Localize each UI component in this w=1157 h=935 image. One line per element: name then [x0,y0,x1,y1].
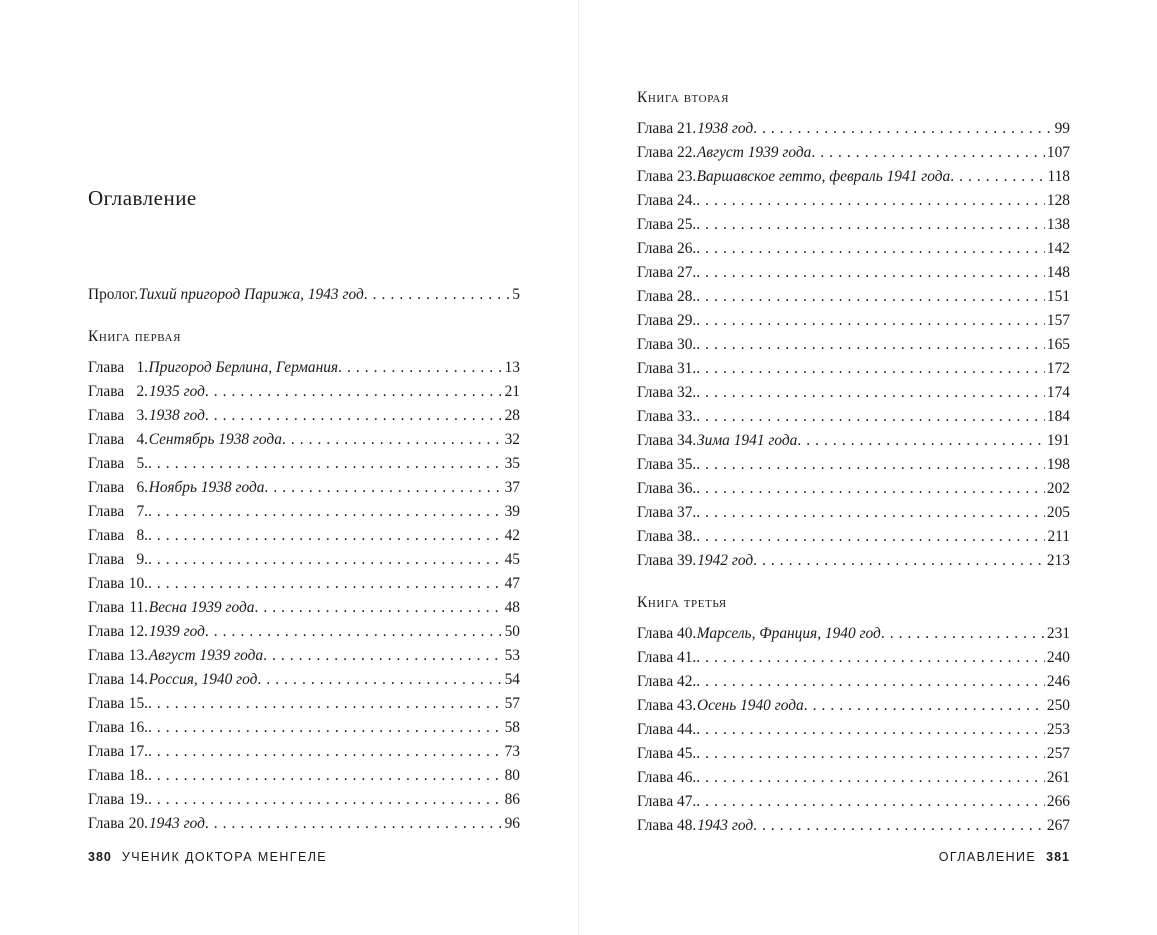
chapter-label: Глава [637,144,674,161]
chapter-page: 191 [1046,432,1070,449]
toc-entry[interactable] [637,261,1070,285]
chapter-number: 24. [677,192,697,209]
dot-leader [696,766,1045,790]
chapter-title: 1939 год [148,623,205,640]
chapter-label: Глава [88,431,125,448]
chapter-number: 34. [677,432,697,449]
chapter-number: 43. [677,697,697,714]
chapter-page: 13 [504,359,520,376]
chapter-number: 48. [677,817,697,834]
chapter-label: Глава [637,432,674,449]
dot-leader [696,477,1045,501]
chapter-page: 151 [1046,288,1070,305]
chapter-label: Глава [88,575,125,592]
dot-leader [881,622,1045,646]
chapter-page: 107 [1046,144,1070,161]
chapter-label: Глава [88,695,125,712]
chapter-number: 1. [136,359,149,376]
chapter-label: Глава [88,359,125,376]
toc-entry[interactable] [88,740,520,764]
toc-entry[interactable] [88,668,520,692]
chapter-label: Глава [88,743,125,760]
chapter-page: 96 [504,815,520,832]
chapter-label: Глава [88,719,125,736]
dot-leader [338,356,503,380]
chapter-label: Глава [637,384,674,401]
chapter-page: 266 [1046,793,1070,810]
chapter-label: Глава [88,599,125,616]
chapter-label: Глава [637,721,674,738]
chapter-page: 48 [504,599,520,616]
chapter-label: Глава [637,673,674,690]
dot-leader [148,740,503,764]
chapter-page: 250 [1046,697,1070,714]
chapter-label: Глава [88,527,125,544]
chapter-title: 1943 год [697,817,754,834]
chapter-number: 27. [677,264,697,281]
toc-entry[interactable] [637,309,1070,333]
chapter-number: 19. [128,791,149,808]
chapter-page: 205 [1046,504,1070,521]
chapter-number: 46. [677,769,697,786]
toc-title: Оглавление [88,186,197,210]
chapter-number: 37. [677,504,697,521]
chapter-label: Глава [637,745,674,762]
dot-leader [148,788,503,812]
chapter-page: 57 [504,695,520,712]
toc-entry[interactable] [637,189,1070,213]
chapter-page: 253 [1046,721,1070,738]
chapter-label: Глава [637,480,674,497]
left-page-footer [88,847,327,867]
chapter-label: Глава [637,192,674,209]
toc-entry[interactable] [637,549,1070,573]
toc-entry[interactable] [637,501,1070,525]
chapter-page: 157 [1046,312,1070,329]
chapter-number: 23. [677,168,697,185]
dot-leader [148,452,503,476]
chapter-page: 58 [504,719,520,736]
chapter-number: 2. [136,383,149,400]
chapter-page: 80 [504,767,520,784]
toc-entry[interactable] [637,694,1070,718]
toc-entry[interactable] [637,213,1070,237]
dot-leader [696,333,1045,357]
right-page-footer [939,847,1070,867]
chapter-label: Глава [88,647,125,664]
chapter-page: 47 [504,575,520,592]
dot-leader [148,764,503,788]
chapter-number: 32. [677,384,697,401]
chapter-page: 184 [1046,408,1070,425]
chapter-number: 22. [677,144,697,161]
chapter-label: Глава [637,408,674,425]
chapter-number: 31. [677,360,697,377]
toc-entry[interactable] [88,356,520,380]
chapter-number: 13. [128,647,149,664]
chapter-label: Глава [637,264,674,281]
chapter-label: Глава [637,504,674,521]
chapter-page: 42 [504,527,520,544]
dot-leader [148,524,503,548]
chapter-page: 118 [1047,168,1070,185]
chapter-page: 86 [504,791,520,808]
dot-leader [696,790,1045,814]
toc-entry[interactable] [637,790,1070,814]
chapter-label: Глава [637,168,674,185]
dot-leader [263,644,503,668]
chapter-label: Глава [88,479,125,496]
chapter-number: 16. [128,719,149,736]
chapter-number: 41. [677,649,697,666]
dot-leader [811,141,1045,165]
dot-leader [205,404,503,428]
chapter-number: 42. [677,673,697,690]
dot-leader [696,718,1045,742]
chapter-number: 40. [677,625,697,642]
chapter-title: Сентябрь 1938 года [148,431,282,448]
chapter-number: 36. [677,480,697,497]
chapter-page: 50 [504,623,520,640]
dot-leader [696,525,1045,549]
chapter-number: 33. [677,408,697,425]
book-two-heading: Книга вторая [637,89,730,106]
toc-entry[interactable] [88,476,520,500]
toc-entry[interactable] [88,764,520,788]
chapter-title: Зима 1941 года [697,432,798,449]
chapter-page: 73 [504,743,520,760]
dot-leader [205,380,503,404]
chapter-number: 29. [677,312,697,329]
dot-leader [696,670,1045,694]
chapter-number: 4. [136,431,149,448]
chapter-page: 54 [504,671,520,688]
chapter-number: 45. [677,745,697,762]
chapter-label: Глава [88,383,125,400]
toc-entry[interactable] [637,285,1070,309]
toc-entry[interactable] [88,524,520,548]
chapter-label: Глава [637,312,674,329]
chapter-number: 8. [136,527,149,544]
chapter-number: 18. [128,767,149,784]
chapter-number: 5. [136,455,149,472]
book-three-heading: Книга третья [637,594,727,611]
dot-leader [753,814,1045,838]
dot-leader [696,405,1045,429]
chapter-title: 1938 год [697,120,754,137]
chapter-title: Пригород Берлина, Германия [148,359,339,376]
chapter-title: Осень 1940 года [697,697,804,714]
chapter-label: Глава [88,407,125,424]
chapter-number: 12. [128,623,149,640]
chapter-number: 14. [128,671,149,688]
chapter-page: 28 [504,407,520,424]
chapter-title: 1935 год [148,383,205,400]
chapter-number: 44. [677,721,697,738]
toc-entry[interactable] [637,165,1070,189]
toc-entry[interactable] [88,644,520,668]
dot-leader [696,237,1045,261]
chapter-label: Глава [88,551,125,568]
chapter-number: 26. [677,240,697,257]
dot-leader [696,213,1045,237]
toc-entry[interactable] [637,525,1070,549]
chapter-page: 37 [504,479,520,496]
chapter-number: 15. [128,695,149,712]
dot-leader [205,812,503,836]
chapter-page: 246 [1046,673,1070,690]
chapter-number: 11. [129,599,149,616]
chapter-number: 35. [677,456,697,473]
chapter-page: 142 [1046,240,1070,257]
chapter-number: 17. [128,743,149,760]
dot-leader [696,309,1045,333]
toc-entry[interactable] [88,788,520,812]
chapter-label: Глава [637,769,674,786]
toc-entry[interactable] [637,237,1070,261]
chapter-label: Глава [637,216,674,233]
toc-entry[interactable] [88,380,520,404]
left-page [0,0,578,935]
chapter-number: 3. [136,407,149,424]
toc-entry[interactable] [637,477,1070,501]
dot-leader [696,261,1045,285]
chapter-label: Глава [88,455,125,472]
dot-leader [753,549,1045,573]
prologue-title: Тихий пригород Парижа, 1943 год [138,286,364,303]
chapter-label: Глава [88,815,125,832]
chapter-title: Россия, 1940 год [148,671,258,688]
prologue-label: Пролог. [88,286,139,303]
toc-entry[interactable] [88,812,520,836]
dot-leader [205,620,503,644]
toc-entry[interactable] [637,718,1070,742]
chapter-page: 211 [1047,528,1070,545]
chapter-page: 99 [1054,120,1070,137]
left-page-number: 380 [88,850,112,864]
chapter-page: 138 [1046,216,1070,233]
dot-leader [797,429,1045,453]
chapter-page: 240 [1046,649,1070,666]
toc-entry[interactable] [88,716,520,740]
chapter-page: 213 [1046,552,1070,569]
chapter-page: 198 [1046,456,1070,473]
chapter-number: 25. [677,216,697,233]
right-running-title: ОГЛАВЛЕНИЕ [938,850,1037,864]
dot-leader [364,283,511,307]
toc-entry[interactable] [88,500,520,524]
dot-leader [254,596,502,620]
left-running-title: УЧЕНИК ДОКТОРА МЕНГЕЛЕ [121,850,328,864]
chapter-page: 45 [504,551,520,568]
chapter-label: Глава [637,120,674,137]
chapter-number: 47. [677,793,697,810]
chapter-label: Глава [88,623,125,640]
chapter-label: Глава [637,793,674,810]
dot-leader [148,692,503,716]
chapter-label: Глава [637,552,674,569]
toc-entry[interactable] [637,429,1070,453]
chapter-number: 30. [677,336,697,353]
dot-leader [753,117,1052,141]
toc-entry[interactable] [637,405,1070,429]
chapter-title: Август 1939 года [148,647,264,664]
toc-entry[interactable] [637,381,1070,405]
dot-leader [696,742,1045,766]
dot-leader [696,453,1045,477]
dot-leader [696,646,1045,670]
dot-leader [696,189,1045,213]
toc-entry[interactable] [637,670,1070,694]
toc-entry[interactable] [88,692,520,716]
chapter-label: Глава [637,528,674,545]
chapter-page: 257 [1046,745,1070,762]
chapter-page: 174 [1046,384,1070,401]
chapter-page: 39 [504,503,520,520]
chapter-number: 9. [136,551,149,568]
toc-entry[interactable] [637,117,1070,141]
chapter-title: 1938 год [148,407,205,424]
chapter-number: 28. [677,288,697,305]
chapter-page: 21 [504,383,520,400]
toc-entry[interactable] [88,596,520,620]
chapter-page: 35 [504,455,520,472]
chapter-page: 165 [1046,336,1070,353]
chapter-number: 6. [136,479,149,496]
chapter-page: 32 [504,431,520,448]
toc-entry[interactable] [637,453,1070,477]
dot-leader [804,694,1045,718]
chapter-label: Глава [88,671,125,688]
toc-entry[interactable] [637,357,1070,381]
chapter-title: Август 1939 года [697,144,812,161]
chapter-label: Глава [637,288,674,305]
toc-entry[interactable] [637,766,1070,790]
toc-entry[interactable] [88,452,520,476]
chapter-label: Глава [637,625,674,642]
toc-entry[interactable] [88,572,520,596]
chapter-label: Глава [88,503,125,520]
chapter-number: 21. [677,120,697,137]
toc-entry[interactable] [637,333,1070,357]
dot-leader [696,381,1045,405]
dot-leader [696,357,1045,381]
dot-leader [148,572,503,596]
chapter-page: 261 [1046,769,1070,786]
chapter-label: Глава [637,336,674,353]
toc-entry[interactable] [637,141,1070,165]
dot-leader [148,716,503,740]
dot-leader [696,285,1045,309]
toc-entry[interactable] [88,404,520,428]
toc-entry[interactable] [88,548,520,572]
chapter-label: Глава [637,817,674,834]
toc-entry[interactable] [637,646,1070,670]
chapter-label: Глава [637,360,674,377]
chapter-number: 7. [136,503,149,520]
chapter-number: 20. [128,815,149,832]
chapter-number: 38. [677,528,697,545]
chapter-title: 1943 год [148,815,205,832]
dot-leader [264,476,502,500]
toc-entry[interactable] [88,620,520,644]
chapter-title: Ноябрь 1938 года [148,479,265,496]
dot-leader [282,428,503,452]
chapter-number: 39. [677,552,697,569]
chapter-title: 1942 год [697,552,754,569]
chapter-page: 267 [1046,817,1070,834]
chapter-title: Варшавское гетто, февраль 1941 года [696,168,951,185]
chapter-page: 231 [1046,625,1070,642]
dot-leader [257,668,502,692]
dot-leader [148,548,503,572]
chapter-label: Глава [637,240,674,257]
prologue-entry[interactable] [88,283,520,307]
chapter-label: Глава [88,767,125,784]
right-page [579,0,1157,935]
dot-leader [696,501,1045,525]
chapter-page: 128 [1046,192,1070,209]
dot-leader [950,165,1045,189]
toc-entry[interactable] [88,428,520,452]
chapter-title: Марсель, Франция, 1940 год [696,625,881,642]
chapter-page: 172 [1046,360,1070,377]
prologue-page: 5 [512,286,520,303]
chapter-page: 53 [504,647,520,664]
chapter-label: Глава [88,791,125,808]
dot-leader [148,500,503,524]
toc-entry[interactable] [637,814,1070,838]
book-one-heading: Книга первая [88,328,182,345]
chapter-title: Весна 1939 года [148,599,255,616]
chapter-label: Глава [637,456,674,473]
chapter-page: 202 [1046,480,1070,497]
chapter-page: 148 [1046,264,1070,281]
chapter-label: Глава [637,649,674,666]
toc-entry[interactable] [637,742,1070,766]
chapter-label: Глава [637,697,674,714]
right-page-number: 381 [1046,850,1070,864]
toc-entry[interactable] [637,622,1070,646]
chapter-number: 10. [128,575,149,592]
